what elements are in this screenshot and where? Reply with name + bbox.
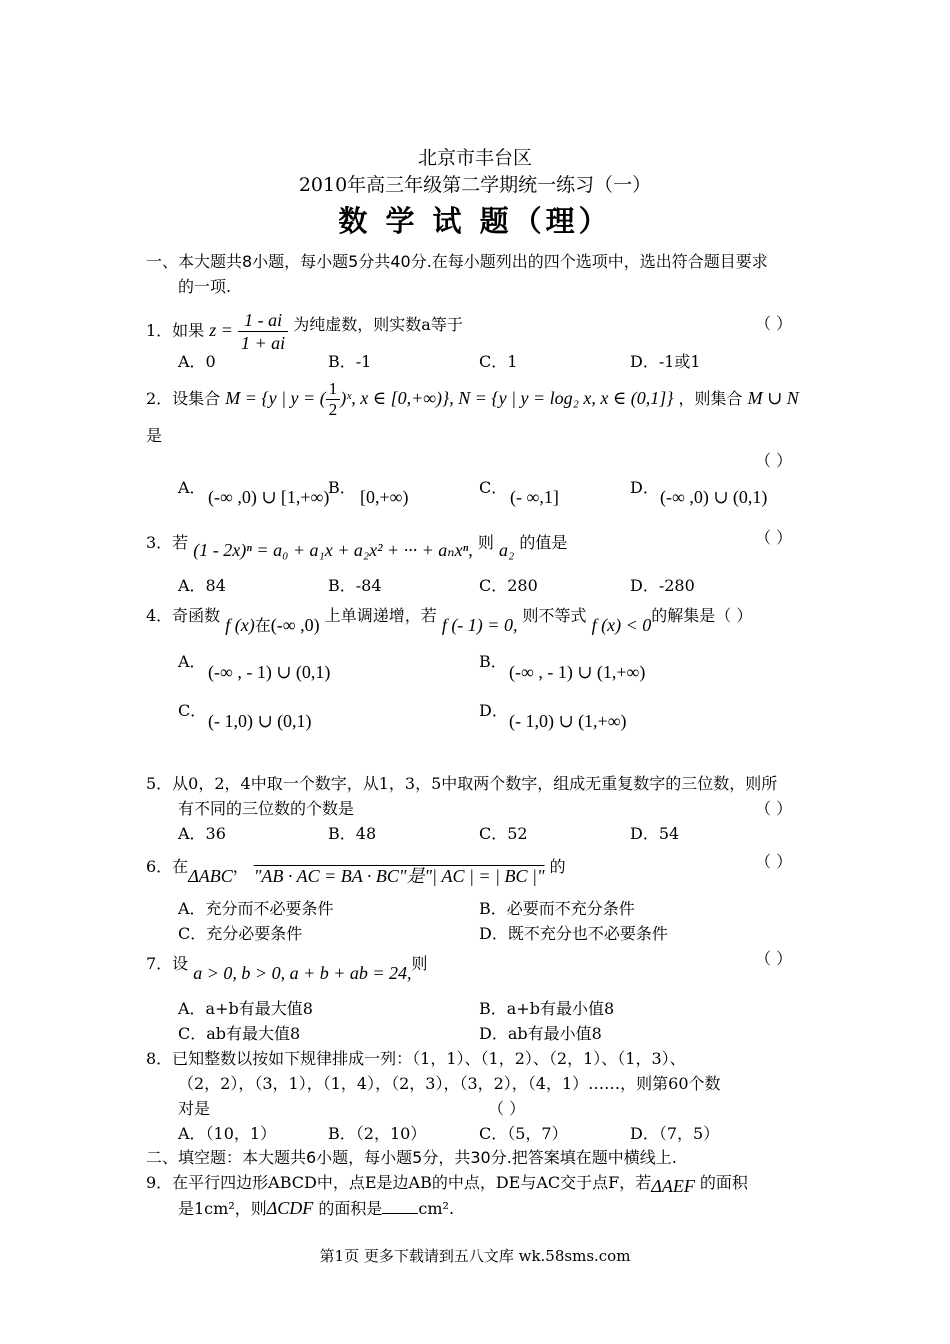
q9-triangle-aef: ΔAEF <box>651 1176 695 1196</box>
q4-option-c-label: C． <box>178 701 207 720</box>
question-3 <box>146 528 567 565</box>
q1-z: z = <box>209 320 233 340</box>
q9-text: 9．在平行四边形ABCD中，点E是边AB的中点，DE与AC交于点F，若 <box>146 1173 652 1192</box>
q9-text-tail: 的面积 <box>694 1173 748 1192</box>
q9-text-cont: 是1cm²，则 <box>178 1199 267 1218</box>
q6-number: 6．在 <box>146 857 189 876</box>
q2-option-c-label: C． <box>479 478 508 497</box>
q4-option-d: (- 1,0) ∪ (1,+∞) <box>509 711 627 731</box>
q3-option-b: B．-84 <box>328 576 382 595</box>
q2-option-b: [0,+∞) <box>360 487 409 507</box>
q1-option-c: C．1 <box>479 352 518 371</box>
q1-number: 1．如果 <box>146 321 210 340</box>
q4-inequality: f (x) < 0 <box>591 615 652 635</box>
q3-option-c: C．280 <box>479 576 538 595</box>
q2-formula-a: M = {y | y = ( <box>225 388 326 408</box>
q5-option-c: C．52 <box>479 824 528 843</box>
question-8: 8．已知整数以按如下规律排成一列：（1，1）、（1，2）、（2，1）、（1，3）、 <box>146 1049 686 1068</box>
question-9 <box>146 1170 748 1199</box>
q4-text3: 的解集是（ ） <box>651 606 753 625</box>
q2-text: ，则集合 <box>678 389 743 408</box>
q6-option-a: A．充分而不必要条件 <box>178 899 334 918</box>
question-6 <box>146 852 566 891</box>
q4-option-b: (-∞ , - 1) ∪ (1,+∞) <box>509 662 646 682</box>
q6-formula: "AB · AC = BA · BC"是"| AC | = | BC |" <box>253 866 545 886</box>
q1-fraction <box>238 309 288 354</box>
q2-formula-b: )ˣ, x ∈ [0,+∞)}, N = {y | y = log₂ x, x ∈ (0,1]} <box>340 388 674 408</box>
q2-union: M ∪ N <box>747 388 799 408</box>
page-title: 数 学 试 题（理） <box>338 204 612 238</box>
question-7 <box>146 949 428 988</box>
q3-option-a: A．84 <box>178 576 226 595</box>
q4-option-b-label: B． <box>479 652 507 671</box>
section1-instruction: 一、本大题共8小题，每小题5分共40分.在每小题列出的四个选项中，选出符合题目要求 <box>146 252 768 271</box>
q4-condition: f (- 1) = 0, <box>441 615 518 635</box>
school-name: 北京市丰台区 <box>417 147 532 169</box>
q2-answer-paren: （ ） <box>755 451 793 470</box>
q8-option-b: B．（2，10） <box>328 1124 427 1143</box>
q7-text: 则 <box>411 954 428 973</box>
q7-option-b: B．a+b有最小值8 <box>479 999 615 1018</box>
question-1 <box>146 303 463 354</box>
q1-denominator: 1 + ai <box>241 333 286 353</box>
q9-text-cont2: 的面积是 <box>313 1199 383 1218</box>
q8-answer-paren: （ ） <box>488 1099 526 1118</box>
q4-option-c: (- 1,0) ∪ (0,1) <box>208 711 312 731</box>
q5-option-a: A．36 <box>178 824 226 843</box>
q9-triangle-cdf: ΔCDF <box>266 1198 314 1218</box>
q2-text-cont: 是 <box>146 426 163 445</box>
q1-option-d: D．-1或1 <box>630 352 701 371</box>
exam-name: 2010年高三年级第二学期统一练习（一） <box>298 174 652 196</box>
q2-option-c: (- ∞,1] <box>510 487 559 507</box>
q5-option-b: B．48 <box>328 824 377 843</box>
q8-option-a: A．（10，1） <box>178 1124 277 1143</box>
section2-instruction: 二、填空题：本大题共6小题，每小题5分，共30分.把答案填在题中横线上. <box>146 1148 677 1167</box>
q8-option-d: D．（7，5） <box>630 1124 720 1143</box>
q3-answer-paren: （ ） <box>755 528 793 547</box>
q2-option-b-label: B． <box>328 478 356 497</box>
q1-answer-paren: （ ） <box>755 314 793 333</box>
section1-instruction-cont: 的一项. <box>178 277 232 296</box>
q3-formula: (1 - 2x)ⁿ = a₀ + a₁x + a₂x² + ··· + aₙxⁿ, <box>193 540 473 560</box>
q6-option-c: C．充分必要条件 <box>178 924 303 943</box>
q4-text: 上单调递增，若 <box>324 606 437 625</box>
q8-text-cont: （2，2），（3，1），（1，4），（2，3），（3，2），（4，1）……，则第60个数 <box>178 1074 721 1093</box>
q4-option-a-label: A． <box>178 652 206 671</box>
q2-option-a-label: A． <box>178 478 206 497</box>
q3-then: 则 <box>477 533 499 552</box>
q2-number: 2．设集合 <box>146 389 221 408</box>
q1-text: 为纯虚数，则实数a等于 <box>293 315 463 334</box>
q2-half-den: 2 <box>328 400 338 419</box>
q1-option-b: B．-1 <box>328 352 372 371</box>
q9-answer-blank <box>382 1199 418 1214</box>
q4-interval: (-∞ ,0) <box>270 615 320 635</box>
q2-half <box>326 379 341 420</box>
question-5: 5．从0，2，4中取一个数字，从1，3，5中取两个数字，组成无重复数字的三位数，则所 <box>146 774 778 793</box>
q2-option-d: (-∞ ,0) ∪ (0,1) <box>660 487 768 507</box>
q3-option-d: D．-280 <box>630 576 695 595</box>
q5-text-cont: 有不同的三位数的个数是 <box>178 799 355 818</box>
question-2 <box>146 376 799 421</box>
q3-a2: a₂ <box>498 540 515 560</box>
q6-option-b: B．必要而不充分条件 <box>479 899 635 918</box>
q2-option-d-label: D． <box>630 478 659 497</box>
q8-option-c: C．（5，7） <box>479 1124 568 1143</box>
q7-option-d: D．ab有最小值8 <box>479 1024 602 1043</box>
q7-option-c: C．ab有最大值8 <box>178 1024 301 1043</box>
q3-number: 3．若 <box>146 533 189 552</box>
q1-numerator: 1 - ai <box>238 309 288 332</box>
q4-number: 4．奇函数 <box>146 606 221 625</box>
q7-option-a: A．a+b有最大值8 <box>178 999 313 1018</box>
q6-answer-paren: （ ） <box>755 852 793 871</box>
q5-option-d: D．54 <box>630 824 680 843</box>
q9-line2 <box>178 1197 454 1220</box>
q8-text-cont2: 对是 <box>178 1099 211 1118</box>
q7-formula: a > 0, b > 0, a + b + ab = 24, <box>193 963 412 983</box>
q6-triangle: ΔABC <box>188 866 233 886</box>
q6-option-d: D．既不充分也不必要条件 <box>479 924 668 943</box>
q5-answer-paren: （ ） <box>755 799 793 818</box>
q7-number: 7．设 <box>146 954 189 973</box>
q4-fx: f (x) <box>225 615 255 635</box>
q7-answer-paren: （ ） <box>755 949 793 968</box>
question-4 <box>146 601 752 641</box>
q1-option-a: A．0 <box>178 352 216 371</box>
q4-in: 在 <box>254 616 271 635</box>
q4-option-d-label: D． <box>479 701 508 720</box>
q6-text: 的 <box>549 857 566 876</box>
q3-text: 的值是 <box>519 533 568 552</box>
page-footer: 第1页 更多下载请到五八文库 wk.58sms.com <box>319 1247 631 1265</box>
q6-comma: ， <box>232 857 249 876</box>
q2-half-num: 1 <box>326 379 341 400</box>
q9-unit: cm². <box>418 1199 455 1218</box>
q2-option-a: (-∞ ,0) ∪ [1,+∞) <box>208 487 330 507</box>
q4-option-a: (-∞ , - 1) ∪ (0,1) <box>208 662 331 682</box>
q4-text2: 则不等式 <box>522 606 587 625</box>
